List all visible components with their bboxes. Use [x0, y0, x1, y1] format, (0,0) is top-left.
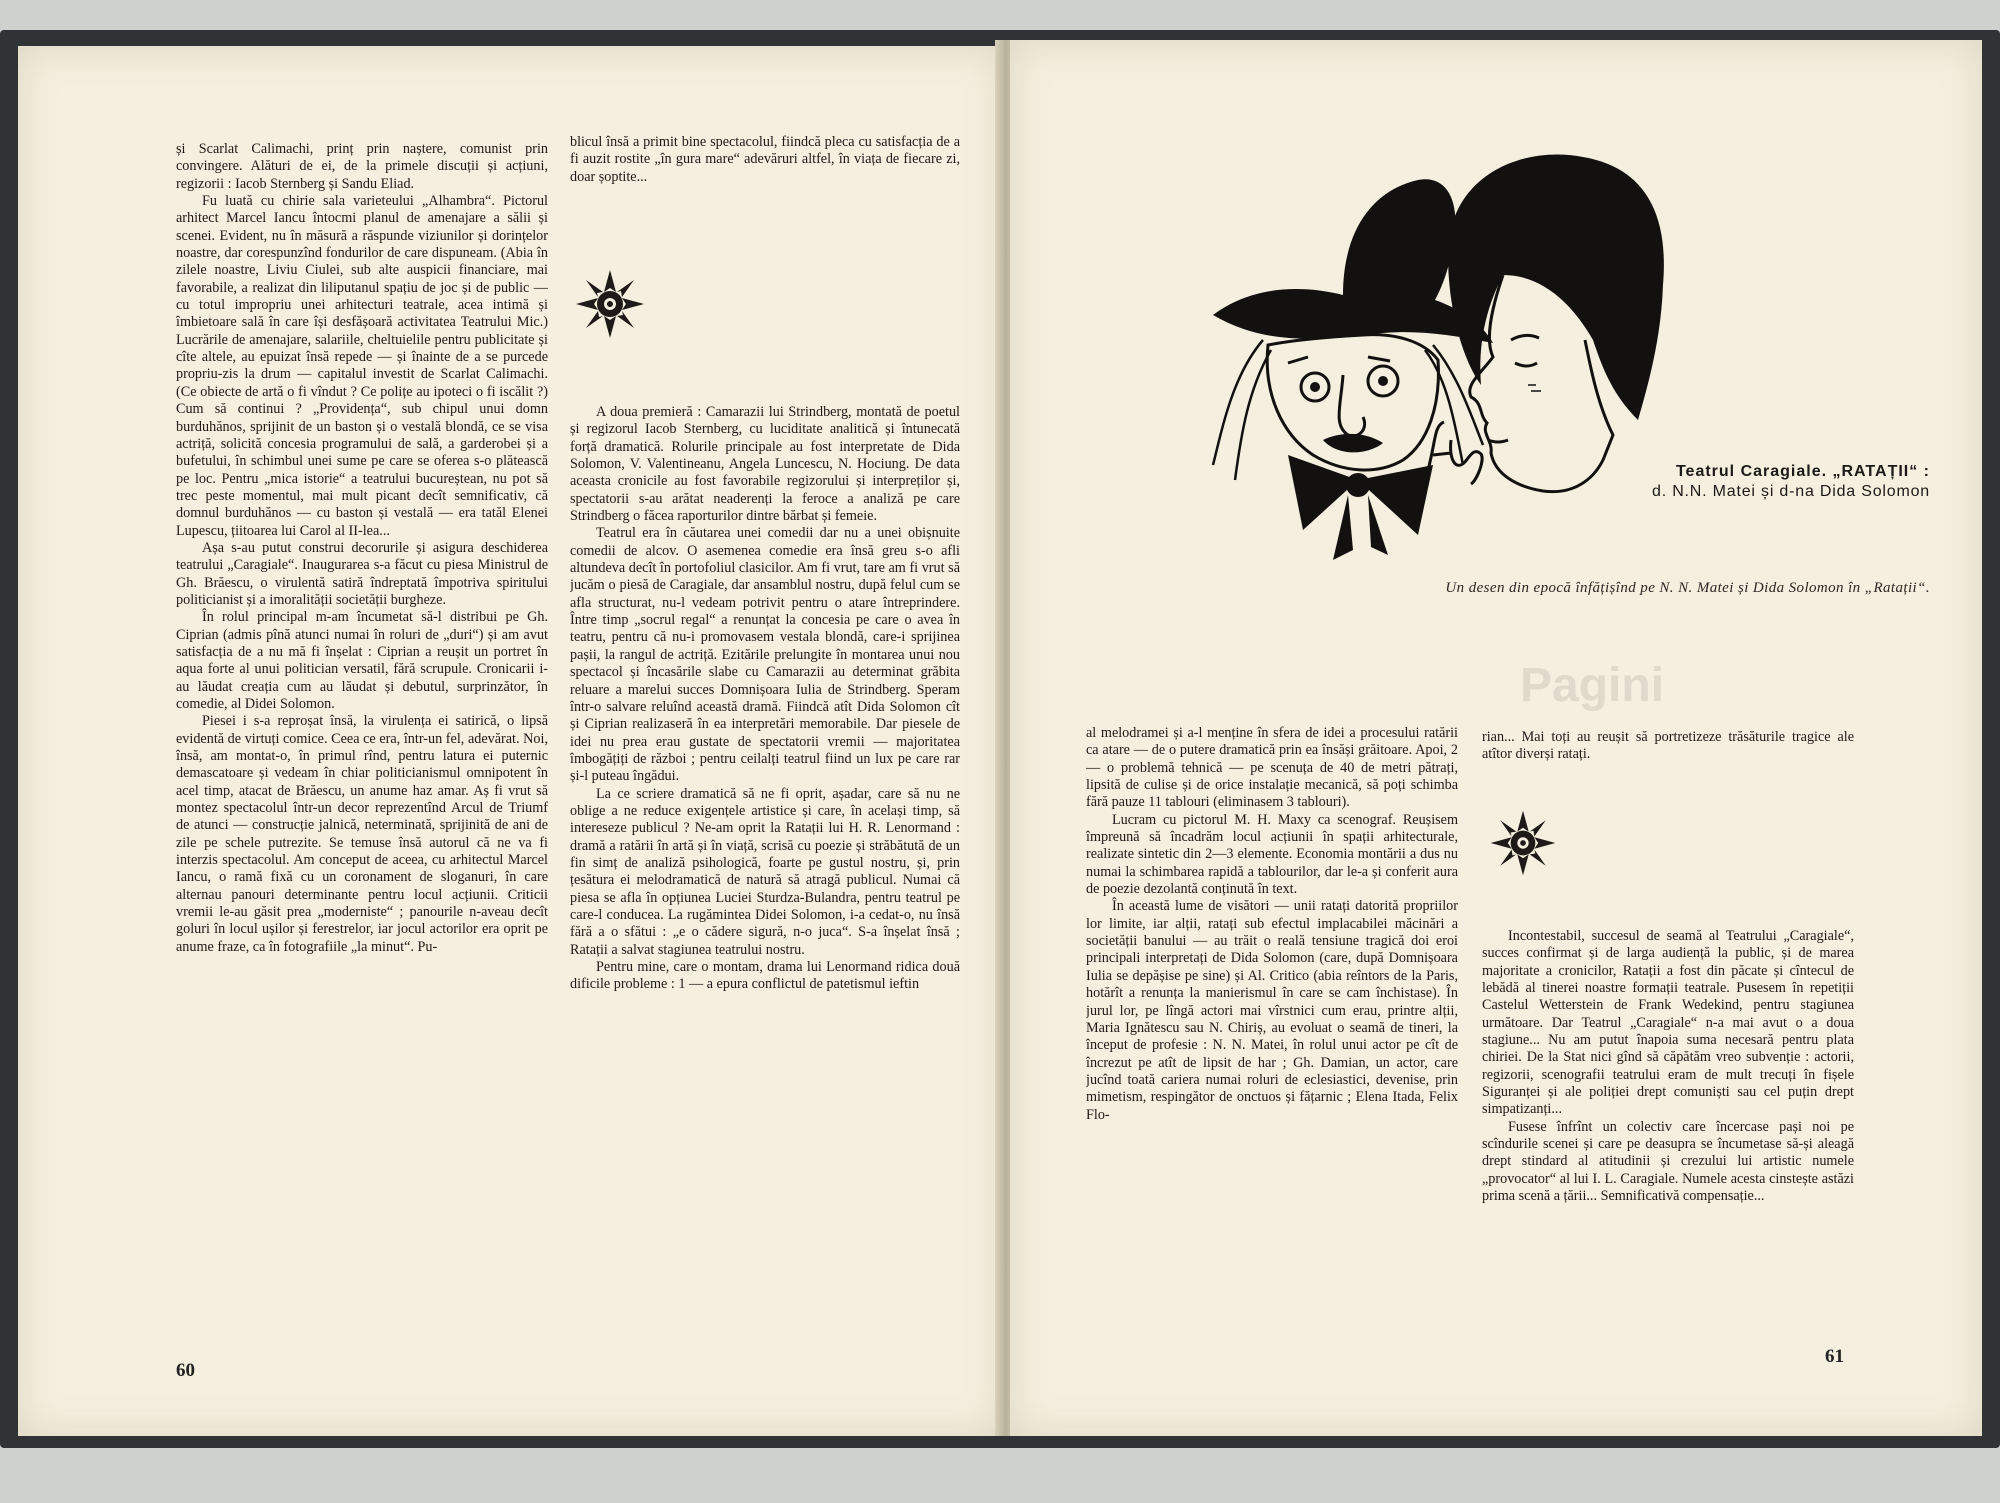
paragraph: Lucram cu pictorul M. H. Maxy ca scenograf. Reușisem împreună să încadrăm locul acțiunii în spații arhitecturale, realizate sintetic din 2—3 elemente. Economia montării a dus nu numai la schimbarea rapidă a tablourilor, dar le-a și conferit aura de poezie dezolantă conținută în text. [1086, 811, 1458, 898]
star-ornament-icon [570, 264, 650, 344]
paragraph: În rolul principal m-am încumetat să-l distribui pe Gh. Ciprian (admis pînă atunci numai în roluri de „duri“) și am avut satisfacția de a nu mă fi înșelat : Ciprian a reușit un portret în aqua forte al unui politician versatil, fără scrupule. Cronicarii i-au lăudat creația cum au lăudat și debutul, surprinzător, în comedie, al Didei Solomon. [176, 609, 548, 712]
caption-title: Teatrul Caragiale. „RATAȚII“ : [1675, 463, 1930, 480]
paragraph: Așa s-au putut construi decorurile și asigura deschiderea teatrului „Caragiale“. Inaugurarea s-a făcut cu piesa Ministrul de Gh. Brăescu, o virulentă satiră îndreptată împotriva spiritului politicianist și a imoralității societății burgheze. [176, 539, 548, 608]
caption-names: d. N.N. Matei și d-na Dida Solomon [1652, 483, 1930, 500]
paragraph: Incontestabil, succesul de seamă al Teatrului „Caragiale“, succes confirmat și de larga audiență la public, și de marea majoritate a cronicilor, Ratații a fost din păcate și cîntecul de lebădă al tinerei noastre formații teatrale. Pusesem în repetiții Castelul Wetterstein de Frank Wedekind, pentru stagiunea următoare. Dar Teatrul „Caragiale“ n-a mai avut o a doua stagiune... Nu am putut înapoia suma necesară pentru plata chiriei. De la Stat nici gînd să căpătăm vreo subvenție : actorii, regizorii, scenografii teatrului eram de mult trecuți în fișele Siguranței și ale poliției drept comuniști sau cel puțin drept simpatizanți... [1482, 928, 1854, 1118]
paragraph: Pentru mine, care o montam, drama lui Lenormand ridica două dificile probleme : 1 — a epura conflictul de patetismul ieftin [570, 959, 960, 993]
paragraph: Piesei i s-a reproșat însă, la virulența ei satirică, o lipsă evidentă de virtuți comice. Ceea ce era, într-un fel, adevărat. Noi, însă, am montat-o, în primul rînd, pentru latura ei puternic demascatoare și vedeam în chiar politicianismul omnipotent în acel timp, atacat de Brăescu, un anume haz amar. Aș fi vrut să montez spectacolul într-un decor reprezentînd Arcul de Triumf de atunci — construcție jalnică, neterminată, sprijinită de ani de zile pe schele putrezite. Se temuse însă autorul că ne va fi interzis spectacolul. Am conceput de aceea, cu arhitectul Marcel Iancu, o ramă fixă cu un coronament de sloganuri, în care alternau panouri determinante pentru locul acțiunii. Criticii vremii le-au găsit prea „moderniste“ ; panourile n-aveau decît goluri în locul ușilor și ferestrelor, iar jocul actorilor era oprit pe anume fraze, ca în fotografiile „la minut“. Pu- [176, 713, 548, 955]
star-ornament-icon [1485, 805, 1561, 881]
paragraph: Fu luată cu chirie sala varieteului „Alhambra“. Pictorul arhitect Marcel Iancu întocmi planul de amenajare a sălii și scenei. Evident, nu în măsură a răspunde viziunilor și dorințelor noastre, dar corespunzînd fondurilor de care dispuneam. (Abia în zilele noastre, Liviu Ciulei, sub alte auspicii financiare, mai favorabile, a realizat din liliputanul spațiu de joc și de public — cu totul impropriu unei arhitecturi teatrale, acea intimă și îmbietoare sală în care își desfășoară activitatea Teatrului Mic.) Lucrările de amenajare, salariile, cheltuielile pentru publicitate și cîte altele, au epuizat însă repede — și înainte de a se purcede propriu-zis la drum — capitalul investit de Scarlat Calimachi. (Ce obiecte de artă o fi vîndut ? Ce polițe au ipoteci o fi iscălit ?) Cum să continui ? „Providența“, sub chipul unui domn burduhănos, sprijinit de un baston și o vestală blondă, ce se visa actriță, solicită concesia programului de sală, a garderobei și a bufetului, în schimbul unei sume pe care se oferea s-o plătească pe loc. Pentru „mica istorie“ a teatrului bucureștean, nu pot să trec peste momentul, mai mult picant decît semnificativ, că domnul burduhănos — cu baston și vestală — era tatăl Elenei Lupescu, țiitoarea lui Carol al II-lea... [176, 193, 548, 539]
illustration-caption-title [1530, 462, 1930, 502]
page-number-right: 61 [1825, 1346, 1844, 1367]
paragraph: În această lume de visători — unii ratați datorită propriilor lor limite, iar alții, ratați sub efectul implacabilei măcinări a societății banului — au trăit o reală tensiune tragică doi eroi principali interpretați de Dida Solomon (care, după Domnișoara Iulia se depășise pe sine) și Al. Critico (abia reîntors de la Paris, hotărît a renunța la manierismul în care se cam închistase). În jurul lor, pe lîngă actori mai vîrstnici cum erau, printre alții, Maria Ignătescu sau N. Chiriș, au evoluat o seamă de tineri, la început de profesie : N. N. Matei, în rolul unui actor pe cît de încrezut pe atît de lipsit de har ; Gh. Damian, un actor, care jucînd toată cariera numai roluri de eclesiastici, devenise, prin mimetism, respingător de onctuos și fățarnic ; Elena Itada, Felix Flo- [1086, 898, 1458, 1123]
paragraph: și Scarlat Calimachi, prinț prin naștere, comunist prin convingere. Alături de ei, de la primele discuții și acțiuni, regizorii : Iacob Sternberg și Sandu Eliad. [176, 141, 548, 192]
paragraph: A doua premieră : Camarazii lui Strindberg, montată de poetul și regizorul Iacob Sternberg, cu luciditate analitică și întunecată forță dramatică. Rolurile principale au fost interpretate de Dida Solomon, V. Valentineanu, Angela Luncescu, N. Hociung. De data aceasta cronicile au fost favorabile regizorului și interpreților și, spectatorii s-au arătat neaderenți la feroce a analiză pe care Strindberg o făcea raporturilor dintre bărbat și femeie. [570, 404, 960, 525]
illustration-signature [1010, 40, 1011, 41]
right-column-2 [1482, 928, 1854, 1365]
paragraph: rian... Mai toți au reușit să portretizeze trăsăturile tragice ale atîtor diverși ratați. [1482, 729, 1854, 763]
paragraph: Fusese înfrînt un colectiv care încercase pași noi pe scîndurile scenei și care pe deasupra se încumetase să-și aleagă drept stindard al atitudinii și crezului lui artistic numele „provocator“ al lui I. L. Caragiale. Numele acesta cinstește astăzi prima scenă a țării... Semnificativă compensație... [1482, 1118, 1854, 1205]
paragraph: al melodramei și a-l menține în sfera de idei a procesului ratării ca atare — de o putere dramatică prin ea însăși grăitoare. Apoi, 2 — o problemă tehnică — pe scenuța de 40 de metri pătrați, lipsită de culise și de orice instalație mecanică, să poți schimba fără pauze 11 tablouri (eliminasem 3 tablouri). [1086, 725, 1458, 811]
left-page [18, 46, 1003, 1436]
page-number-left: 60 [176, 1360, 195, 1381]
left-column-1 [176, 141, 548, 1366]
right-column-2-top [1482, 729, 1854, 789]
paragraph: La ce scriere dramatică să ne fi oprit, așadar, care să nu ne oblige a ne reduce exigențele artistice și care, în același timp, să intereseze publicul ? Ne-am oprit la Ratații lui H. R. Lenormand : dramă a ratării în artă și în viață, scrisă cu poezie și străbătută de un fin simț de analiză psihologică, foarte pe gustul nostru, și, prin țesătura ei melodramatică de natură să atragă publicul. Numai că piesa se afla în opțiunea Luciei Sturdza-Bulandra, pentru teatrul pe care-l conducea. La rugămintea Didei Solomon, i-a cedat-o, nu însă fără a o sfătui : „e o cădere sigură, n-o juca“. S-a înșelat însă ; Ratații a salvat stagiunea teatrului nostru. [570, 785, 960, 958]
paragraph: Teatrul era în căutarea unei comedii dar nu a unei obișnuite comedii de alcov. O asemenea comedie era însă greu s-o afli altundeva decît în portofoliul clasicilor. Am fi vrut, tare am fi vrut să jucăm o piesă de Caragiale, dar ansamblul nostru, după felul cum se afla structurat, nu-l vedeam potrivit pentru o atare întreprindere. Între timp „socrul regal“ a renunțat la concesia pe care o avea în teatru, pentru că nu-i promovasem vestala blondă, care-i sprijinea pașii, la rangul de actriță. Ezitările prelungite în montarea unui nou spectacol și încasările slabe cu Camarazii au determinat grăbita reluare a marelui succes Domnișoara Iulia de Strindberg. Speram într-o salvare reluînd această dramă. Fiindcă atît Dida Solomon cît și Ciprian realizaseră în ea interpretări memorabile. Dar piesele de idei nu prea erau gustate de spectatorii vremii — majoritatea îmbogățiți de război ; pentru ceilalți teatrul fiind un lux pe care rar și-l puteau îngădui. [570, 525, 960, 785]
right-column-1 [1086, 725, 1458, 1365]
left-column-2 [570, 404, 960, 1366]
right-page [1010, 40, 1982, 1436]
show-through-text: Pagini [1520, 659, 1665, 712]
illustration-caption: Un desen din epocă înfățișînd pe N. N. Matei și Dida Solomon în „Ratații“. [1445, 580, 1930, 596]
paragraph: blicul însă a primit bine spectacolul, fiindcă pleca cu satisfacția de a fi auzit rostite „în gura mare“ adevăruri altfel, în viața de fiecare zi, doar șoptite... [570, 134, 960, 185]
left-column-2-top [570, 134, 960, 274]
